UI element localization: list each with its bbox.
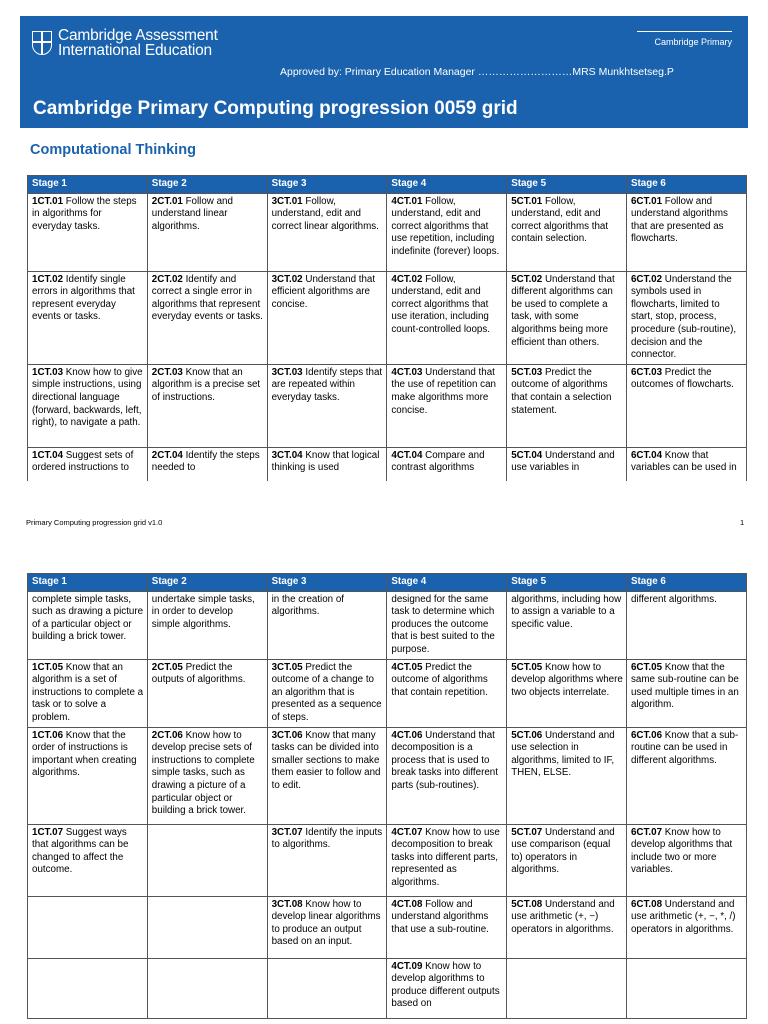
objective-code: 4CT.09 — [391, 960, 423, 972]
table-header-row — [28, 176, 747, 194]
objective-cell — [147, 958, 267, 1018]
header-banner — [20, 16, 748, 128]
objective-code: 5CT.06 — [511, 729, 543, 741]
objective-cell — [507, 271, 627, 364]
objective-text: Know how to give simple instructions, using directional language (forward, backwards, left, right), to navigate a path. — [32, 366, 143, 429]
objective-cell — [507, 193, 627, 271]
stage-header: Stage 6 — [626, 176, 746, 194]
objective-cell — [626, 447, 746, 481]
table-row — [28, 271, 747, 364]
table-row — [28, 958, 747, 1018]
objective-text: algorithms, including how to assign a variable to a specific value. — [511, 593, 622, 630]
objective-code: 5CT.04 — [511, 449, 543, 461]
objective-cell — [626, 364, 746, 447]
stage-header: Stage 6 — [626, 574, 746, 592]
objective-code: 2CT.05 — [151, 661, 183, 673]
objective-cell — [387, 824, 507, 896]
table-row — [28, 447, 747, 481]
objective-text: Identify and correct a single error in algorithms that represent everyday events or tasks. — [151, 273, 263, 323]
objective-code: 6CT.08 — [630, 898, 663, 910]
objective-code: 5CT.07 — [511, 826, 543, 838]
objective-cell — [267, 447, 387, 481]
stage-header: Stage 1 — [28, 176, 148, 194]
objective-cell — [387, 364, 507, 447]
objective-cell — [267, 364, 387, 447]
objective-text: complete simple tasks, such as drawing a picture of a particular object or building a brick tower. — [32, 593, 144, 643]
logo-line-1: Cambridge Assessment — [58, 27, 218, 44]
objective-cell — [147, 727, 267, 824]
objective-cell — [626, 727, 746, 824]
objective-cell — [147, 659, 267, 727]
objective-code: 5CT.01 — [511, 195, 543, 207]
objective-code: 3CT.04 — [271, 449, 303, 461]
objective-code: 3CT.08 — [271, 898, 303, 910]
objective-code: 1CT.02 — [32, 273, 64, 285]
objective-text: Predict the outcomes of flowcharts. — [630, 366, 734, 391]
objective-cell — [626, 271, 746, 364]
stage-header: Stage 3 — [267, 176, 387, 194]
objective-cell — [28, 591, 148, 659]
objective-cell — [507, 591, 627, 659]
objective-cell — [507, 896, 627, 958]
objective-text: Know that the same sub-routine can be used multiple times in an algorithm. — [630, 661, 739, 711]
objective-text: Follow and understand algorithms that use a sub-routine. — [391, 898, 489, 935]
objective-text: Identify steps that are repeated within everyday tasks. — [271, 366, 383, 403]
objective-cell — [147, 447, 267, 481]
table-row — [28, 193, 747, 271]
stage-header: Stage 5 — [507, 176, 627, 194]
objective-code: 6CT.04 — [630, 449, 663, 461]
objective-text: Know that variables can be used in — [630, 449, 737, 474]
objective-code: 1CT.03 — [32, 366, 64, 378]
objective-code: 6CT.01 — [630, 195, 663, 207]
objective-code: 3CT.05 — [271, 661, 303, 673]
objective-code: 4CT.04 — [391, 449, 423, 461]
table-row — [28, 896, 747, 958]
objective-text: Understand the symbols used in flowcharts, limited to start, stop, process, procedure (sub-routine), decision and the connector. — [630, 273, 737, 361]
table-row — [28, 727, 747, 824]
objective-text: Compare and contrast algorithms — [391, 449, 485, 474]
objective-cell — [507, 364, 627, 447]
footer-page-number: 1 — [740, 518, 745, 527]
objective-cell — [267, 896, 387, 958]
objective-code: 5CT.05 — [511, 661, 543, 673]
stage-header: Stage 2 — [147, 574, 267, 592]
stage-header: Stage 2 — [147, 176, 267, 194]
objective-cell — [267, 591, 387, 659]
crest-icon — [32, 31, 52, 55]
brand-divider — [637, 31, 732, 32]
objective-text: Suggest ways that algorithms can be changed to affect the outcome. — [32, 826, 129, 876]
objective-cell — [267, 958, 387, 1018]
objective-text: Know that an algorithm is a set of instructions to complete a task or to solve a problem. — [32, 661, 144, 723]
progression-table-page-1 — [27, 175, 747, 481]
objective-code: 4CT.02 — [391, 273, 423, 285]
objective-code: 6CT.07 — [630, 826, 663, 838]
objective-text: Understand that efficient algorithms are concise. — [271, 273, 376, 310]
objective-cell — [387, 271, 507, 364]
objective-cell — [267, 659, 387, 727]
objective-cell — [507, 727, 627, 824]
table-row — [28, 364, 747, 447]
objective-cell — [147, 271, 267, 364]
objective-cell — [507, 447, 627, 481]
objective-text: Know how to use decomposition to break tasks into different parts, represented as algorithms. — [391, 826, 500, 888]
objective-cell — [267, 824, 387, 896]
objective-text: Know that logical thinking is used — [271, 449, 380, 474]
objective-code: 4CT.08 — [391, 898, 423, 910]
objective-code: 1CT.06 — [32, 729, 64, 741]
objective-cell — [387, 958, 507, 1018]
section-heading: Computational Thinking — [30, 142, 196, 158]
objective-cell — [28, 447, 148, 481]
objective-cell — [387, 896, 507, 958]
objective-text: Predict the outcome of a change to an algorithm that is presented as a sequence of steps. — [271, 661, 382, 723]
objective-text: Know that a sub-routine can be used in different algorithms. — [630, 729, 739, 766]
objective-text: Predict the outputs of algorithms. — [151, 661, 246, 686]
objective-text: Know that many tasks can be divided into smaller sections to make them easier to follow and to edit. — [271, 729, 381, 791]
objective-text: Understand and use comparison (equal to) operators in algorithms. — [511, 826, 615, 876]
page-2-table-area — [0, 573, 768, 1024]
objective-code: 4CT.05 — [391, 661, 423, 673]
brand-tag — [637, 31, 732, 47]
objective-text: Know how to develop precise sets of instructions to complete simple tasks, such as drawing a picture of a particular object or building a brick tower. — [151, 729, 255, 817]
objective-code: 3CT.07 — [271, 826, 303, 838]
objective-cell — [626, 958, 746, 1018]
objective-cell — [387, 447, 507, 481]
objective-code: 3CT.06 — [271, 729, 303, 741]
objective-cell — [626, 659, 746, 727]
progression-table-page-2 — [27, 573, 747, 1019]
objective-code: 6CT.06 — [630, 729, 663, 741]
page-1-table-area — [0, 175, 768, 481]
approval-line: Approved by: Primary Education Manager ………………………MRS Munkhtsetseg.P — [280, 66, 674, 78]
objective-code: 2CT.03 — [151, 366, 183, 378]
footer-document-name: Primary Computing progression grid v1.0 — [26, 518, 163, 527]
objective-cell — [267, 727, 387, 824]
objective-text: Identify single errors in algorithms that represent everyday events or tasks. — [32, 273, 135, 323]
stage-header: Stage 1 — [28, 574, 148, 592]
objective-text: in the creation of algorithms. — [271, 593, 345, 618]
objective-text: Follow and understand algorithms that are presented as flowcharts. — [630, 195, 728, 245]
stage-header: Stage 4 — [387, 176, 507, 194]
objective-text: Understand and use variables in — [511, 449, 615, 474]
objective-text: Suggest sets of ordered instructions to — [32, 449, 134, 474]
objective-text: Predict the outcome of algorithms that contain repetition. — [391, 661, 488, 698]
objective-text: Identify the steps needed to — [151, 449, 260, 474]
objective-cell — [507, 958, 627, 1018]
objective-code: 4CT.01 — [391, 195, 423, 207]
objective-cell — [387, 591, 507, 659]
objective-cell — [28, 271, 148, 364]
objective-cell — [507, 824, 627, 896]
objective-code: 4CT.03 — [391, 366, 423, 378]
objective-text: Understand that the use of repetition can make algorithms more concise. — [391, 366, 496, 416]
objective-text: different algorithms. — [630, 593, 717, 605]
objective-code: 3CT.02 — [271, 273, 303, 285]
objective-cell — [507, 659, 627, 727]
objective-text: Predict the outcome of algorithms that contain a selection statement. — [511, 366, 612, 416]
objective-cell — [147, 364, 267, 447]
objective-text: designed for the same task to determine which produces the outcome that is best suited to the purpose. — [391, 593, 495, 655]
stage-header: Stage 3 — [267, 574, 387, 592]
objective-code: 3CT.01 — [271, 195, 303, 207]
objective-cell — [28, 727, 148, 824]
objective-text: Follow, understand, edit and correct linear algorithms. — [271, 195, 379, 232]
objective-code: 6CT.03 — [630, 366, 663, 378]
objective-text: Follow, understand, edit and correct algorithms that use repetition, including indefinite (forever) loops. — [391, 195, 500, 257]
objective-code: 2CT.02 — [151, 273, 183, 285]
logo-line-2: International Education — [58, 42, 212, 59]
objective-code: 5CT.08 — [511, 898, 543, 910]
objective-cell — [28, 824, 148, 896]
objective-text: Identify the inputs to algorithms. — [271, 826, 383, 851]
objective-text: Follow, understand, edit and correct algorithms that contain selection. — [511, 195, 609, 245]
objective-text: Know that the order of instructions is important when creating algorithms. — [32, 729, 137, 779]
table-row — [28, 591, 747, 659]
objective-code: 4CT.06 — [391, 729, 423, 741]
objective-code: 2CT.06 — [151, 729, 183, 741]
objective-code: 6CT.05 — [630, 661, 663, 673]
objective-cell — [147, 591, 267, 659]
objective-text: Know how to develop algorithms that include two or more variables. — [630, 826, 733, 876]
objective-text: undertake simple tasks, in order to develop simple algorithms. — [151, 593, 255, 630]
objective-code: 1CT.07 — [32, 826, 64, 838]
objective-text: Know how to develop algorithms where two objects interrelate. — [511, 661, 623, 698]
objective-cell — [147, 896, 267, 958]
objective-cell — [626, 896, 746, 958]
objective-cell — [387, 727, 507, 824]
objective-cell — [147, 824, 267, 896]
objective-text: Understand and use arithmetic (+, −) operators in algorithms. — [511, 898, 615, 935]
objective-code: 2CT.01 — [151, 195, 183, 207]
objective-text: Understand and use arithmetic (+, −, *, /) operators in algorithms. — [630, 898, 736, 935]
objective-text: Know that an algorithm is a precise set of instructions. — [151, 366, 261, 403]
objective-cell — [387, 659, 507, 727]
objective-cell — [28, 193, 148, 271]
stage-header: Stage 5 — [507, 574, 627, 592]
objective-code: 3CT.03 — [271, 366, 303, 378]
objective-code: 1CT.01 — [32, 195, 64, 207]
objective-code: 4CT.07 — [391, 826, 423, 838]
stage-header: Stage 4 — [387, 574, 507, 592]
objective-text: Follow and understand linear algorithms. — [151, 195, 233, 232]
objective-text: Understand that different algorithms can be used to complete a task, with some algorithms being more efficient than others. — [511, 273, 615, 348]
objective-cell — [626, 824, 746, 896]
table-header-row — [28, 574, 747, 592]
objective-cell — [626, 193, 746, 271]
table-row — [28, 824, 747, 896]
objective-code: 1CT.05 — [32, 661, 64, 673]
cambridge-logo — [32, 28, 218, 58]
objective-cell — [28, 896, 148, 958]
objective-code: 5CT.02 — [511, 273, 543, 285]
objective-cell — [387, 193, 507, 271]
brand-label: Cambridge Primary — [654, 37, 732, 47]
objective-code: 5CT.03 — [511, 366, 543, 378]
objective-text: Follow the steps in algorithms for everyday tasks. — [32, 195, 137, 232]
objective-cell — [626, 591, 746, 659]
objective-cell — [28, 958, 148, 1018]
objective-text: Know how to develop algorithms to produce different outputs based on — [391, 960, 500, 1010]
objective-cell — [28, 659, 148, 727]
objective-code: 1CT.04 — [32, 449, 64, 461]
objective-cell — [267, 271, 387, 364]
objective-code: 6CT.02 — [630, 273, 663, 285]
page-title: Cambridge Primary Computing progression 0059 grid — [33, 98, 518, 119]
objective-cell — [147, 193, 267, 271]
objective-text: Understand that decomposition is a process that is used to break tasks into different parts (sub-routines). — [391, 729, 498, 791]
table-row — [28, 659, 747, 727]
objective-cell — [28, 364, 148, 447]
objective-cell — [267, 193, 387, 271]
objective-text: Follow, understand, edit and correct algorithms that use iteration, including count-controlled loops. — [391, 273, 490, 335]
objective-code: 2CT.04 — [151, 449, 183, 461]
objective-text: Know how to develop linear algorithms to produce an output based on an input. — [271, 898, 381, 948]
objective-text: Understand and use selection in algorithms, limited to IF, THEN, ELSE. — [511, 729, 615, 779]
